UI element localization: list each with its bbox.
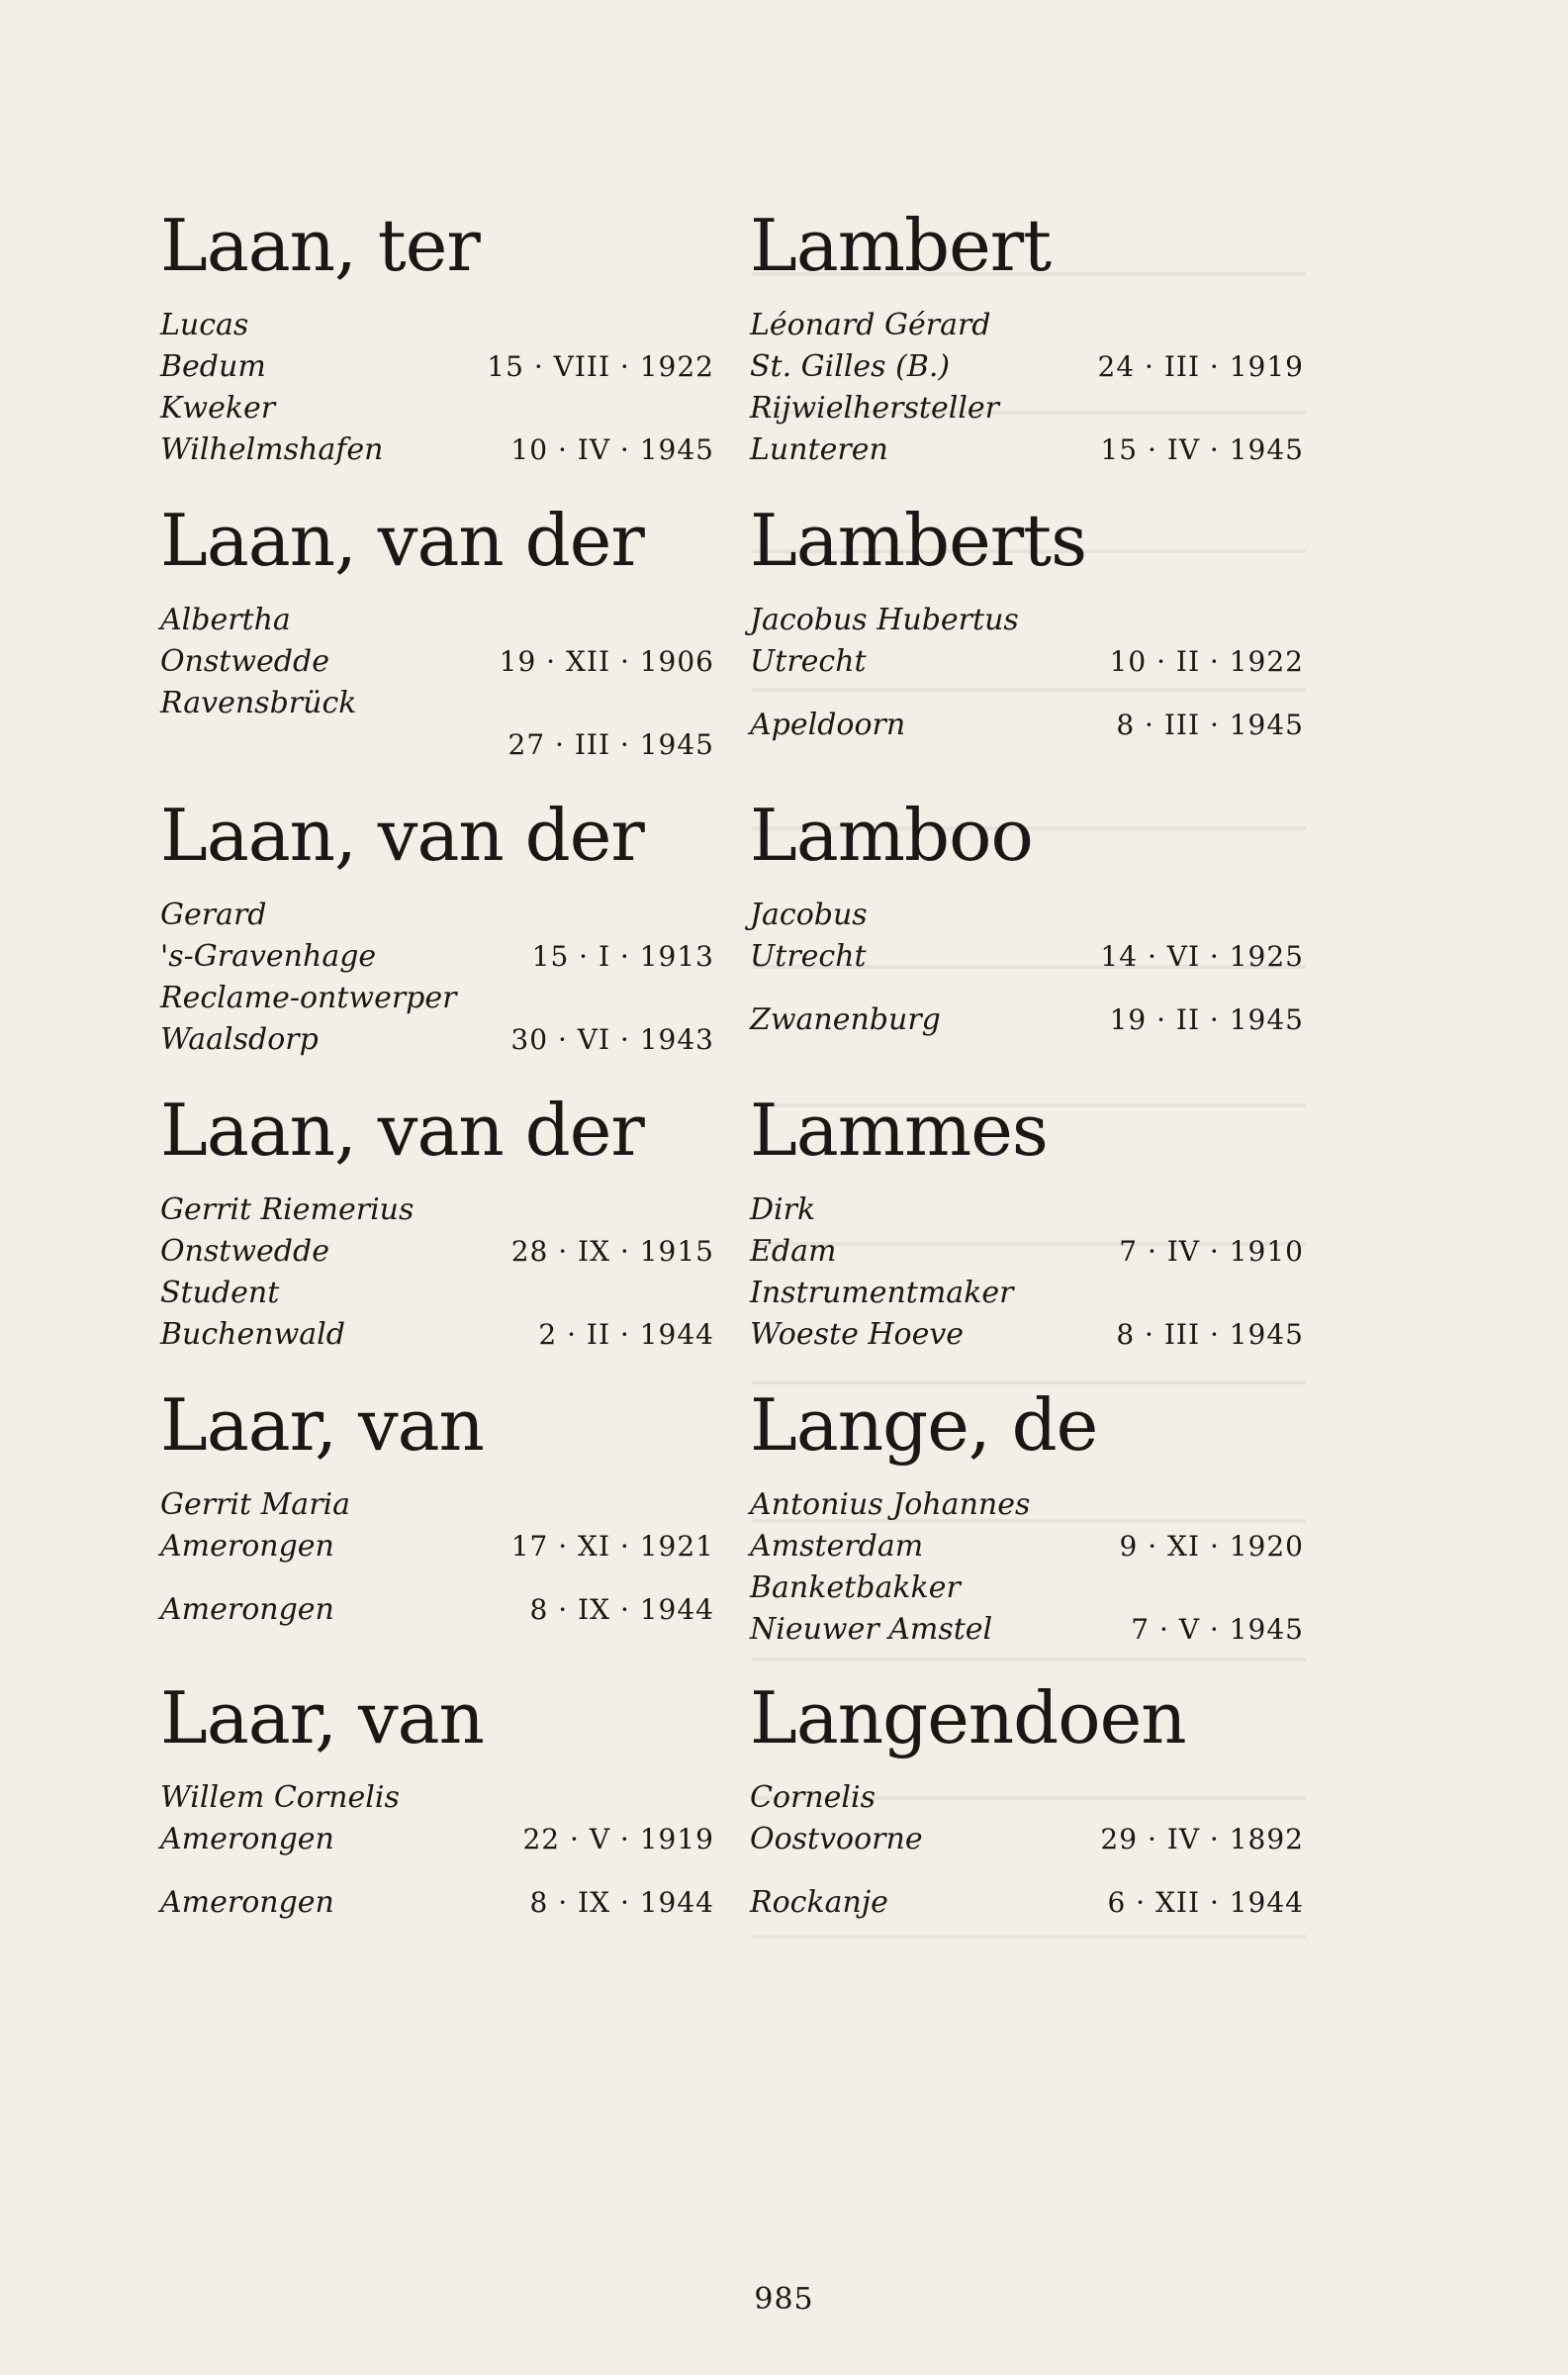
birth-line: Bedum 15 · VIII · 1922: [160, 346, 714, 388]
surname: Lammes: [750, 1089, 1048, 1172]
death-line: Nieuwer Amstel 7 · V · 1945: [750, 1609, 1304, 1651]
surname: Laan, van der: [160, 1089, 644, 1172]
entry-langendoen: [750, 1676, 1304, 1924]
page-number: 985: [754, 2282, 814, 2317]
surname: Laan, ter: [160, 204, 480, 287]
surname: Lamberts: [750, 499, 1087, 582]
birth-line: Oostvoorne 29 · IV · 1892: [750, 1819, 1304, 1860]
birth-line: 's-Gravenhage 15 · I · 1913: [160, 936, 714, 978]
death-date: 15 · IV · 1945: [1100, 433, 1304, 466]
occupation: Reclame-ontwerper: [160, 981, 457, 1015]
surname: Laan, van der: [160, 794, 644, 877]
birth-date: 15 · I · 1913: [531, 940, 714, 973]
death-date: 2 · II · 1944: [538, 1318, 714, 1351]
death-line: Waalsdorp 30 · VI · 1943: [160, 1019, 714, 1061]
death-date: 30 · VI · 1943: [510, 1023, 714, 1056]
occupation: Ravensbrück: [160, 686, 357, 720]
entry-laan-ter: [160, 204, 714, 471]
death-date: 7 · V · 1945: [1131, 1613, 1304, 1646]
death-date: 19 · II · 1945: [1109, 1003, 1304, 1036]
first-names: Dirk: [750, 1192, 816, 1227]
entry-lamberts: [750, 499, 1304, 746]
surname: Lambert: [750, 204, 1052, 287]
birth-date: 10 · II · 1922: [1109, 645, 1304, 678]
death-date: 8 · III · 1945: [1116, 709, 1304, 741]
first-names: Antonius Johannes: [750, 1487, 1031, 1522]
entry-laan-van-der-gerard: [160, 794, 714, 1061]
surname: Laar, van: [160, 1676, 484, 1759]
first-names: Willem Cornelis: [160, 1780, 400, 1815]
surname: Lange, de: [750, 1383, 1098, 1467]
birth-date: 28 · IX · 1915: [510, 1235, 714, 1268]
entry-lamboo: [750, 794, 1304, 1041]
surname: Laan, van der: [160, 499, 644, 582]
birth-line: St. Gilles (B.) 24 · III · 1919: [750, 346, 1304, 388]
birth-date: 17 · XI · 1921: [510, 1530, 714, 1563]
death-date: 27 · III · 1945: [507, 728, 714, 761]
entry-lange-de: [750, 1383, 1304, 1651]
entry-lammes: [750, 1089, 1304, 1356]
birth-date: 9 · XI · 1920: [1119, 1530, 1304, 1563]
first-names: Jacobus Hubertus: [750, 603, 1019, 637]
death-date: 8 · IX · 1944: [529, 1886, 714, 1919]
birth-line: Utrecht 14 · VI · 1925: [750, 936, 1304, 978]
entry-laan-van-der-gerrit: [160, 1089, 714, 1356]
surname: Lamboo: [750, 794, 1033, 877]
occupation: Student: [160, 1276, 280, 1310]
birth-date: 24 · III · 1919: [1097, 350, 1304, 383]
first-names: Jacobus: [750, 898, 868, 932]
birth-date: 15 · VIII · 1922: [487, 350, 714, 383]
occupation: Instrumentmaker: [750, 1276, 1014, 1310]
death-line: Apeldoorn 8 · III · 1945: [750, 705, 1304, 746]
occupation: Rijwielhersteller: [750, 391, 1000, 426]
entry-laar-van-gerrit: [160, 1383, 714, 1631]
surname: Langendoen: [750, 1676, 1186, 1759]
birth-line: Utrecht 10 · II · 1922: [750, 641, 1304, 683]
death-line: [160, 724, 714, 766]
first-names: Gerrit Maria: [160, 1487, 351, 1522]
birth-date: 19 · XII · 1906: [499, 645, 714, 678]
occupation: Kweker: [160, 391, 276, 426]
birth-line: Amerongen 22 · V · 1919: [160, 1819, 714, 1860]
birth-date: 22 · V · 1919: [522, 1823, 714, 1855]
first-names: Albertha: [160, 603, 291, 637]
first-names: Léonard Gérard: [750, 308, 991, 342]
birth-line: Edam 7 · IV · 1910: [750, 1231, 1304, 1273]
entry-laar-van-willem: [160, 1676, 714, 1924]
entry-lambert: [750, 204, 1304, 471]
death-date: 10 · IV · 1945: [510, 433, 714, 466]
entry-laan-van-der-albertha: [160, 499, 714, 766]
death-line: Amerongen 8 · IX · 1944: [160, 1589, 714, 1631]
death-date: 6 · XII · 1944: [1107, 1886, 1304, 1919]
occupation: Banketbakker: [750, 1570, 961, 1605]
death-line: Lunteren 15 · IV · 1945: [750, 429, 1304, 471]
death-line: Amerongen 8 · IX · 1944: [160, 1882, 714, 1924]
death-line: Rockanje 6 · XII · 1944: [750, 1882, 1304, 1924]
birth-line: Onstwedde 19 · XII · 1906: [160, 641, 714, 683]
birth-date: 14 · VI · 1925: [1100, 940, 1304, 973]
death-date: 8 · III · 1945: [1116, 1318, 1304, 1351]
birth-line: Onstwedde 28 · IX · 1915: [160, 1231, 714, 1273]
first-names: Cornelis: [750, 1780, 876, 1815]
death-date: 8 · IX · 1944: [529, 1593, 714, 1626]
birth-date: 29 · IV · 1892: [1100, 1823, 1304, 1855]
death-line: Wilhelmshafen 10 · IV · 1945: [160, 429, 714, 471]
birth-line: Amsterdam 9 · XI · 1920: [750, 1526, 1304, 1568]
birth-line: Amerongen 17 · XI · 1921: [160, 1526, 714, 1568]
death-line: Woeste Hoeve 8 · III · 1945: [750, 1314, 1304, 1356]
birth-date: 7 · IV · 1910: [1119, 1235, 1304, 1268]
first-names: Gerrit Riemerius: [160, 1192, 415, 1227]
death-line: Zwanenburg 19 · II · 1945: [750, 999, 1304, 1041]
first-names: Gerard: [160, 898, 267, 932]
surname: Laar, van: [160, 1383, 484, 1467]
first-names: Lucas: [160, 308, 249, 342]
death-line: Buchenwald 2 · II · 1944: [160, 1314, 714, 1356]
